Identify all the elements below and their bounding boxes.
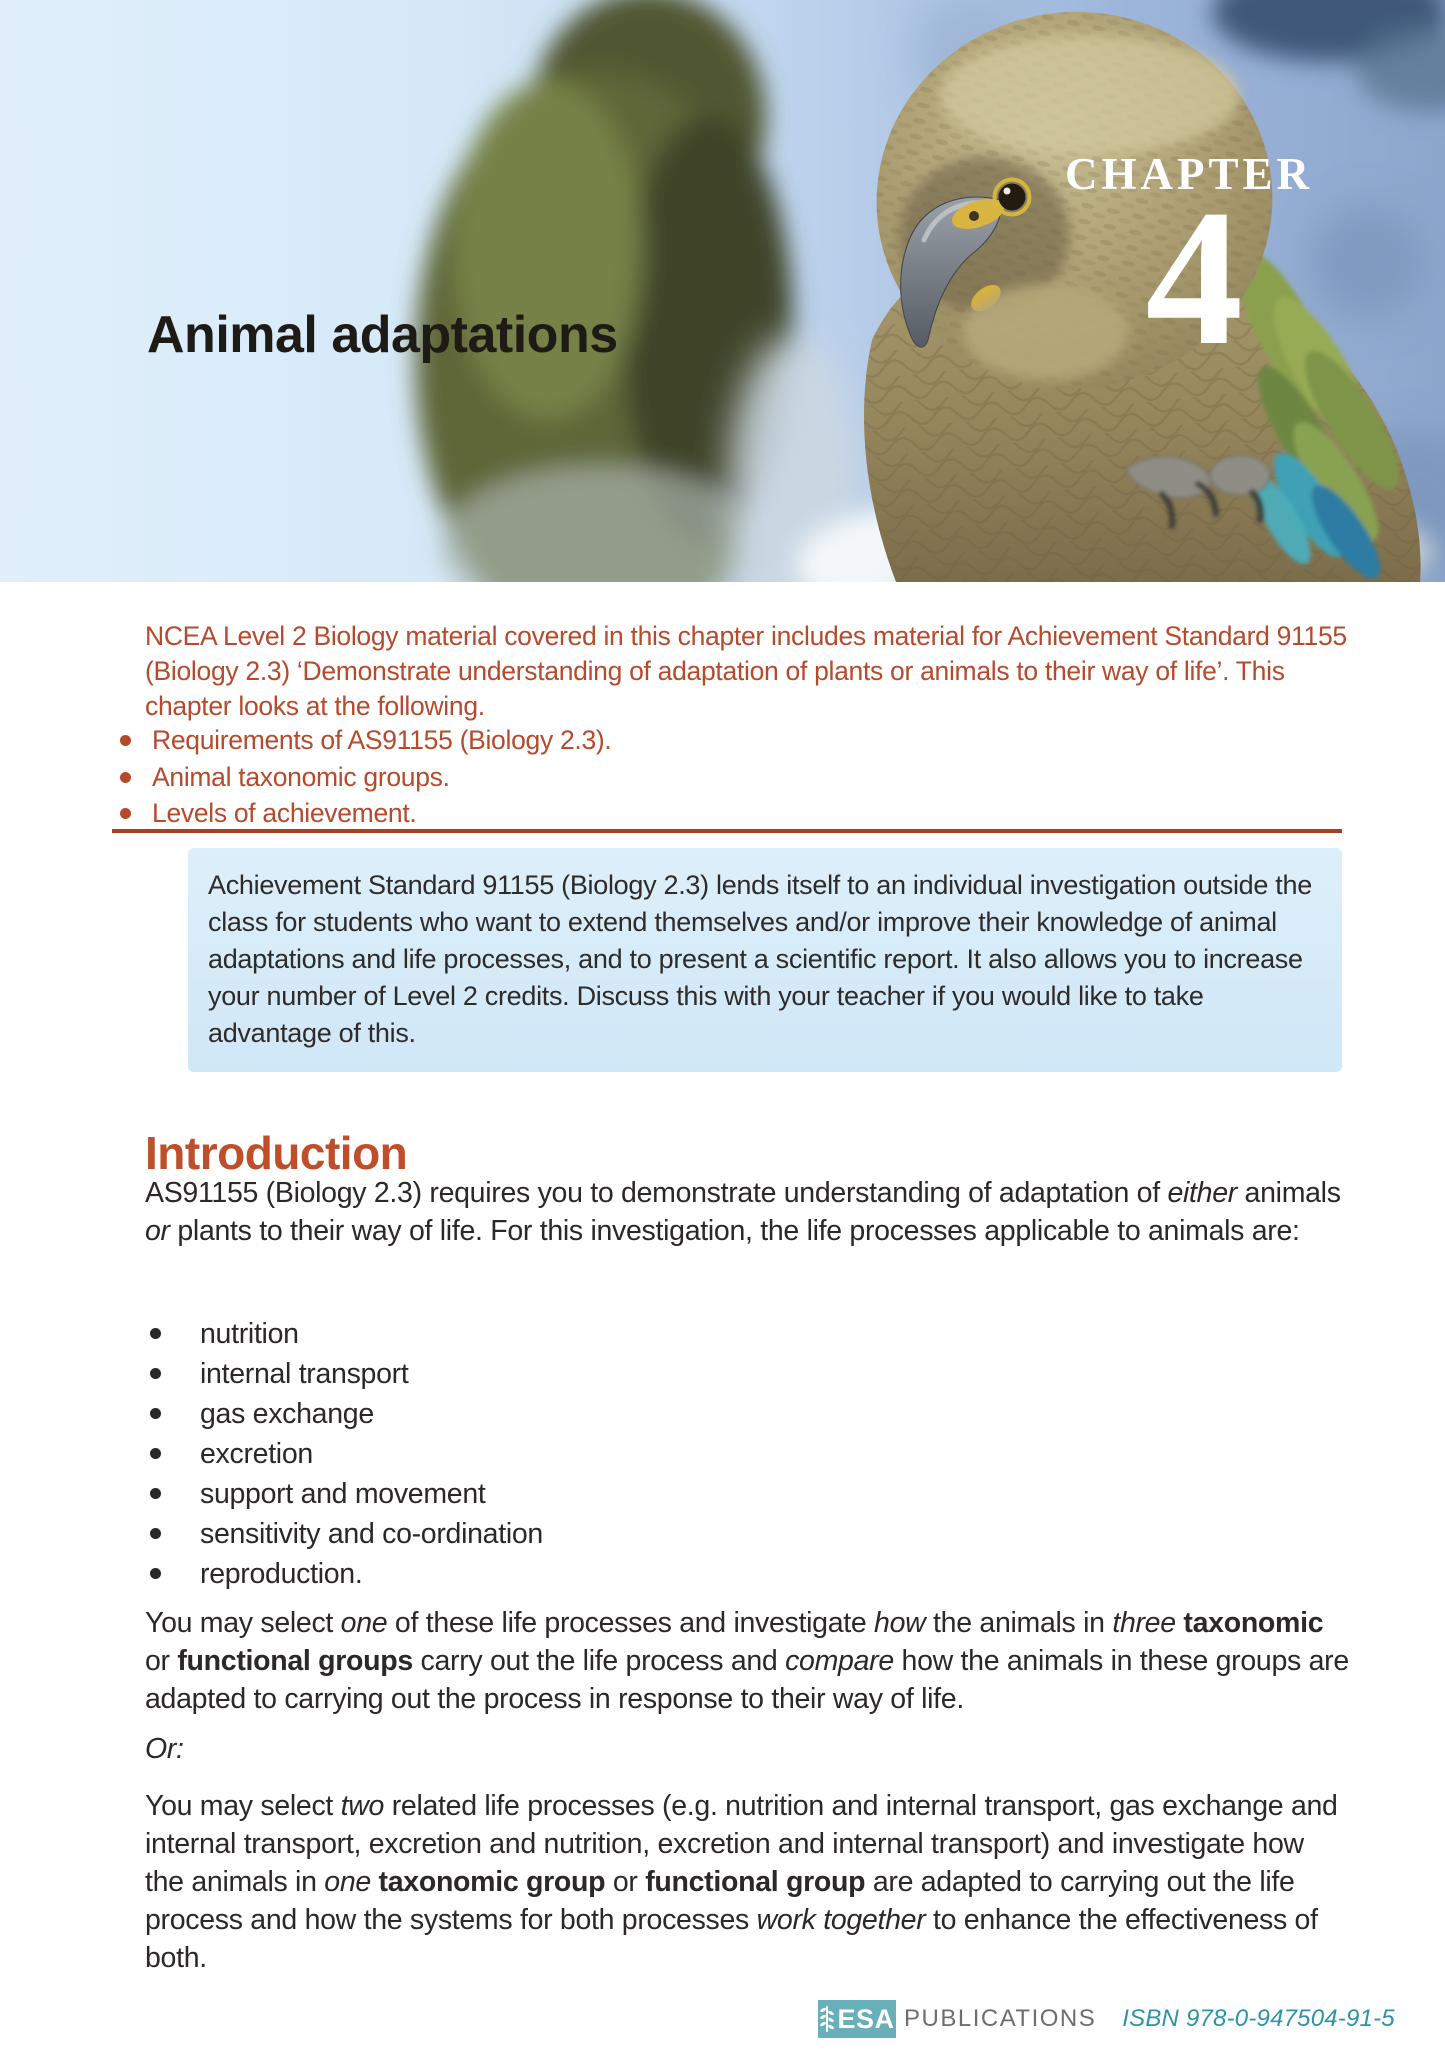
text-run-bold: functional group — [645, 1866, 866, 1898]
chapter-number: 4 — [1145, 170, 1243, 386]
list-item — [120, 759, 1340, 796]
list-item — [150, 1394, 1350, 1434]
or-label — [145, 1730, 1350, 1768]
text-run — [371, 1866, 379, 1898]
list-item-label: excretion — [200, 1438, 313, 1470]
intro-paragraph-1 — [145, 1174, 1350, 1250]
list-item — [150, 1554, 1350, 1594]
text-run: or — [145, 1645, 178, 1677]
esa-logo-text: ESA — [837, 2004, 895, 2034]
text-run-italic: Or: — [145, 1733, 184, 1765]
text-run-italic: work together — [756, 1904, 926, 1936]
list-item-label: support and movement — [200, 1478, 486, 1510]
text-run: animals — [1236, 1177, 1341, 1209]
list-item — [120, 795, 1340, 832]
list-item — [120, 722, 1340, 759]
text-run-bold: functional groups — [177, 1645, 413, 1677]
life-process-list — [150, 1314, 1350, 1594]
ncea-overview-paragraph: NCEA Level 2 Biology material covered in this chapter includes material for Achievement Standard 91155 (Biology 2.3) ‘Demonstrate understanding of adaptation of plants or animals to their way of life’. This chapter looks at the following. — [145, 621, 1347, 721]
list-item — [150, 1314, 1350, 1354]
kea-nostril — [969, 211, 979, 221]
list-item-label: gas exchange — [200, 1398, 374, 1430]
text-run-italic: three — [1112, 1607, 1176, 1639]
list-item — [150, 1434, 1350, 1474]
ncea-topic-list — [120, 722, 1340, 832]
list-item-label: nutrition — [200, 1318, 299, 1350]
list-item — [150, 1474, 1350, 1514]
text-run: how the animals in these groups are adapted to carrying out the process in response to their way of life. — [145, 1645, 1349, 1715]
text-run: AS91155 (Biology 2.3) requires you to demonstrate understanding of adaptation of — [145, 1177, 1168, 1209]
callout-box — [188, 848, 1342, 1072]
intro-paragraph-3 — [145, 1787, 1350, 1977]
introduction-heading: Introduction — [145, 1127, 408, 1179]
text-run-italic: two — [340, 1790, 385, 1822]
isbn-text: ISBN 978-0-947504-91-5 — [1122, 2005, 1395, 2032]
esa-logo — [818, 2000, 896, 2038]
publisher-name: PUBLICATIONS — [904, 2005, 1097, 2032]
text-run-italic: one — [340, 1607, 388, 1639]
list-item-label: Levels of achievement. — [152, 798, 417, 829]
text-run: You may select — [145, 1607, 341, 1639]
text-run-italic: either — [1167, 1177, 1237, 1209]
text-run-italic: compare — [785, 1645, 894, 1677]
text-run: related life processes (e.g. nutrition and internal transport, gas exchange and internal transport, excretion and nutrition, excretion and internal transport) and investigate how the animals in — [145, 1790, 1338, 1898]
text-run: to enhance the effectiveness of both. — [145, 1904, 1318, 1974]
text-run-bold: taxonomic — [1183, 1607, 1324, 1639]
page-footer — [818, 2000, 1395, 2038]
callout-text: Achievement Standard 91155 (Biology 2.3) lends itself to an individual investigation outside the class for students who want to extend themselves and/or improve their knowledge of animal adaptations and life processes, and to present a scientific report. It also allows you to increase your number of Level 2 credits. Discuss this with your teacher if you would like to take advantage of this. — [208, 870, 1312, 1048]
page-title: Animal adaptations — [147, 306, 618, 364]
text-run: or — [605, 1866, 646, 1898]
list-item-label: internal transport — [200, 1358, 409, 1390]
section-divider — [112, 829, 1342, 833]
list-item — [150, 1514, 1350, 1554]
fern-icon — [819, 2004, 835, 2034]
text-run-italic: how — [874, 1607, 926, 1639]
kea-throat — [964, 284, 1128, 380]
text-run: carry out the life process and — [412, 1645, 786, 1677]
kea-eye-highlight — [1004, 188, 1011, 195]
intro-paragraph-2 — [145, 1604, 1350, 1718]
kea-crown-highlight — [940, 35, 1240, 155]
list-item-label: reproduction. — [200, 1558, 363, 1590]
text-run: the animals in — [925, 1607, 1113, 1639]
text-run-italic: or — [145, 1215, 170, 1247]
list-item — [150, 1354, 1350, 1394]
text-run: are adapted to carrying out the life process and how the systems for both processes — [145, 1866, 1295, 1936]
text-run: of these life processes and investigate — [387, 1607, 875, 1639]
text-run-italic: one — [324, 1866, 371, 1898]
list-item-label: Animal taxonomic groups. — [152, 761, 450, 792]
chapter-label: CHAPTER — [1064, 149, 1313, 199]
text-run-bold: taxonomic group — [378, 1866, 606, 1898]
list-item-label: sensitivity and co-ordination — [200, 1518, 543, 1550]
text-run: You may select — [145, 1790, 341, 1822]
chapter-hero — [0, 0, 1445, 582]
list-item-label: Requirements of AS91155 (Biology 2.3). — [152, 725, 612, 755]
text-run: plants to their way of life. For this investigation, the life processes applicable to animals are: — [169, 1215, 1300, 1247]
kea-eye — [999, 184, 1026, 211]
